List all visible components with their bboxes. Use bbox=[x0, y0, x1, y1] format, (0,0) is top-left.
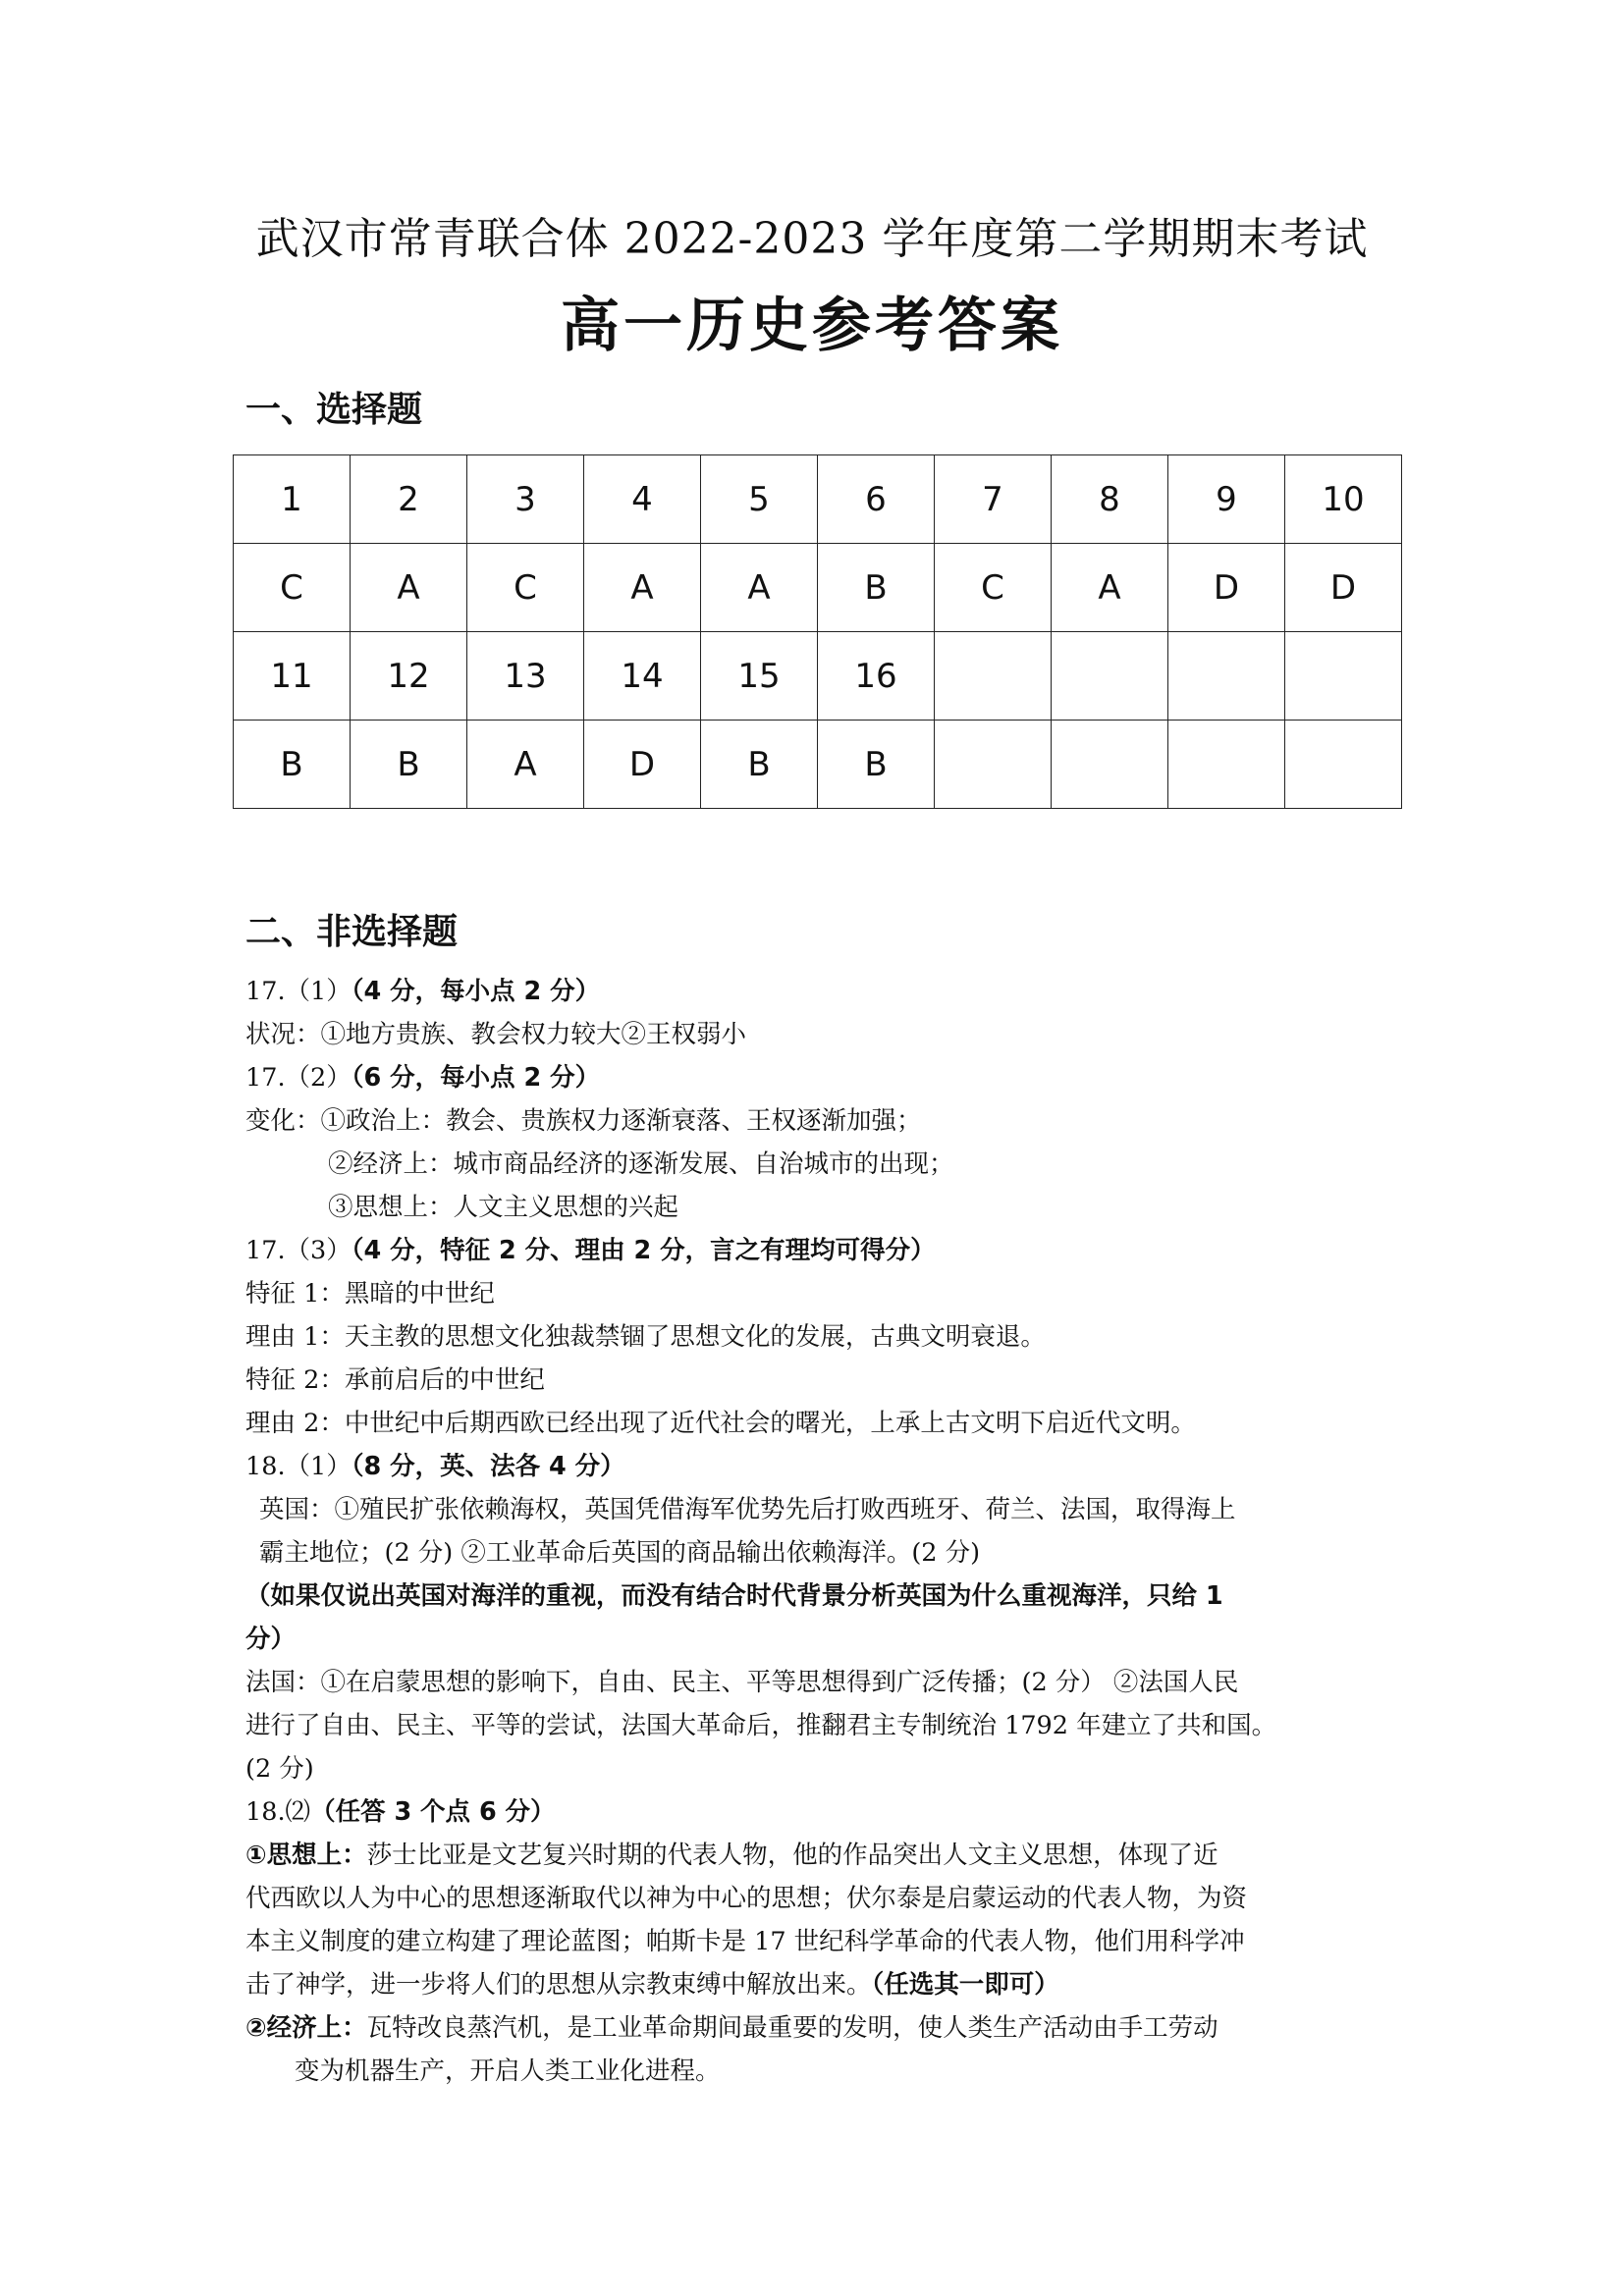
section-heading-nonchoice: 二、非选择题 bbox=[245, 912, 459, 952]
q18-2-header bbox=[245, 1790, 1394, 1834]
q17-2-answer-2: ②经济上：城市商品经济的逐渐发展、自治城市的出现； bbox=[328, 1149, 954, 1179]
q17-2-answer-1: 变化：①政治上：教会、贵族权力逐渐衰落、王权逐渐加强； bbox=[245, 1106, 922, 1136]
table-cell: A bbox=[351, 544, 467, 632]
table-cell bbox=[1285, 721, 1402, 809]
table-cell: A bbox=[584, 544, 701, 632]
question-label: 17.（3） bbox=[245, 1236, 352, 1265]
table-cell: C bbox=[935, 544, 1052, 632]
q18-1-note-2: 分） bbox=[245, 1625, 297, 1654]
point-text: 莎士比亚是文艺复兴时期的代表人物，他的作品突出人文主义思想，体现了近 bbox=[366, 1841, 1218, 1870]
table-row bbox=[234, 455, 1402, 544]
q17-3-header bbox=[245, 1229, 1394, 1272]
table-cell: D bbox=[584, 721, 701, 809]
table-row bbox=[234, 632, 1402, 721]
score-note: （4 分，每小点 2 分） bbox=[351, 977, 601, 1006]
point-text: 击了神学，进一步将人们的思想从宗教束缚中解放出来。 bbox=[245, 1970, 872, 2000]
table-cell: 13 bbox=[467, 632, 584, 721]
table-cell bbox=[935, 632, 1052, 721]
table-cell: 2 bbox=[351, 455, 467, 544]
table-cell: 5 bbox=[701, 455, 818, 544]
score-note: （6 分，每小点 2 分） bbox=[351, 1063, 601, 1093]
table-cell bbox=[1052, 721, 1168, 809]
table-cell bbox=[1052, 632, 1168, 721]
question-label: 18.⑵ bbox=[245, 1797, 311, 1827]
q17-1-answer: 状况：①地方贵族、教会权力较大②王权弱小 bbox=[245, 1020, 747, 1049]
q18-1-france-3: (2 分) bbox=[245, 1754, 314, 1784]
table-cell: 15 bbox=[701, 632, 818, 721]
point-label: ②经济上： bbox=[245, 2013, 367, 2043]
table-row bbox=[234, 544, 1402, 632]
table-cell: C bbox=[234, 544, 351, 632]
score-note: （8 分，英、法各 4 分） bbox=[351, 1452, 625, 1481]
table-cell: 7 bbox=[935, 455, 1052, 544]
q17-3-line-4: 理由 2：中世纪中后期西欧已经出现了近代社会的曙光，上承上古文明下启近代文明。 bbox=[245, 1409, 1196, 1438]
point-label: ①思想上： bbox=[245, 1841, 367, 1870]
table-cell: 12 bbox=[351, 632, 467, 721]
q18-1-england-2: 霸主地位；(2 分) ②工业革命后英国的商品输出依赖海洋。(2 分) bbox=[259, 1538, 981, 1568]
table-cell: 3 bbox=[467, 455, 584, 544]
q18-2-thought-2: 代西欧以人为中心的思想逐渐取代以神为中心的思想；伏尔泰是启蒙运动的代表人物，为资 bbox=[245, 1884, 1248, 1913]
table-cell: 4 bbox=[584, 455, 701, 544]
table-cell: B bbox=[351, 721, 467, 809]
table-cell: 9 bbox=[1168, 455, 1285, 544]
point-note: （任选其一即可） bbox=[871, 1970, 1059, 2000]
q18-2-thought-1 bbox=[245, 1834, 1394, 1877]
table-cell: A bbox=[1052, 544, 1168, 632]
table-cell: 1 bbox=[234, 455, 351, 544]
table-cell bbox=[1285, 632, 1402, 721]
q18-1-france-1: 法国：①在启蒙思想的影响下，自由、民主、平等思想得到广泛传播；(2 分） ②法国人民 bbox=[245, 1668, 1239, 1697]
table-cell bbox=[1168, 721, 1285, 809]
section-heading-choice: 一、选择题 bbox=[245, 390, 423, 430]
q18-2-thought-4 bbox=[245, 1963, 1394, 2006]
table-cell: B bbox=[701, 721, 818, 809]
q17-2-answer-3: ③思想上：人文主义思想的兴起 bbox=[328, 1193, 679, 1222]
table-cell: C bbox=[467, 544, 584, 632]
table-cell: 14 bbox=[584, 632, 701, 721]
q17-1-header bbox=[245, 970, 1394, 1013]
table-cell: B bbox=[818, 544, 935, 632]
table-row bbox=[234, 721, 1402, 809]
table-cell: 11 bbox=[234, 632, 351, 721]
q17-2-header bbox=[245, 1056, 1394, 1099]
table-cell: D bbox=[1285, 544, 1402, 632]
q17-3-line-1: 特征 1：黑暗的中世纪 bbox=[245, 1279, 495, 1308]
table-cell: 6 bbox=[818, 455, 935, 544]
question-label: 18.（1） bbox=[245, 1452, 352, 1481]
table-cell: A bbox=[467, 721, 584, 809]
answer-table bbox=[233, 454, 1402, 809]
question-label: 17.（1） bbox=[245, 977, 352, 1006]
score-note: （4 分，特征 2 分、理由 2 分，言之有理均可得分） bbox=[351, 1236, 936, 1265]
q18-1-france-2: 进行了自由、民主、平等的尝试，法国大革命后，推翻君主专制统治 1792 年建立了共和国。 bbox=[245, 1711, 1277, 1740]
table-cell: 10 bbox=[1285, 455, 1402, 544]
table-cell: B bbox=[234, 721, 351, 809]
q17-3-line-2: 理由 1：天主教的思想文化独裁禁锢了思想文化的发展，古典文明衰退。 bbox=[245, 1322, 1046, 1352]
exam-title: 武汉市常青联合体 2022-2023 学年度第二学期期末考试 bbox=[255, 214, 1369, 264]
table-cell bbox=[1168, 632, 1285, 721]
point-text: 瓦特改良蒸汽机，是工业革命期间最重要的发明，使人类生产活动由手工劳动 bbox=[366, 2013, 1218, 2043]
q18-1-header bbox=[245, 1445, 1394, 1488]
table-cell: B bbox=[818, 721, 935, 809]
answer-body bbox=[245, 970, 1394, 2093]
table-cell: D bbox=[1168, 544, 1285, 632]
q17-3-line-3: 特征 2：承前启后的中世纪 bbox=[245, 1365, 545, 1395]
answer-key-title: 高一历史参考答案 bbox=[561, 292, 1063, 360]
score-note: （任答 3 个点 6 分） bbox=[310, 1797, 556, 1827]
table-cell bbox=[935, 721, 1052, 809]
q18-1-england-1: 英国：①殖民扩张依赖海权，英国凭借海军优势先后打败西班牙、荷兰、法国，取得海上 bbox=[259, 1495, 1236, 1524]
q18-2-economy-1 bbox=[245, 2006, 1394, 2050]
question-label: 17.（2） bbox=[245, 1063, 352, 1093]
table-cell: A bbox=[701, 544, 818, 632]
table-cell: 8 bbox=[1052, 455, 1168, 544]
table-cell: 16 bbox=[818, 632, 935, 721]
q18-2-economy-2: 变为机器生产，开启人类工业化进程。 bbox=[295, 2056, 721, 2086]
q18-1-note-1: （如果仅说出英国对海洋的重视，而没有结合时代背景分析英国为什么重视海洋，只给 1 bbox=[245, 1581, 1223, 1611]
q18-2-thought-3: 本主义制度的建立构建了理论蓝图；帕斯卡是 17 世纪科学革命的代表人物，他们用科学冲 bbox=[245, 1927, 1245, 1956]
